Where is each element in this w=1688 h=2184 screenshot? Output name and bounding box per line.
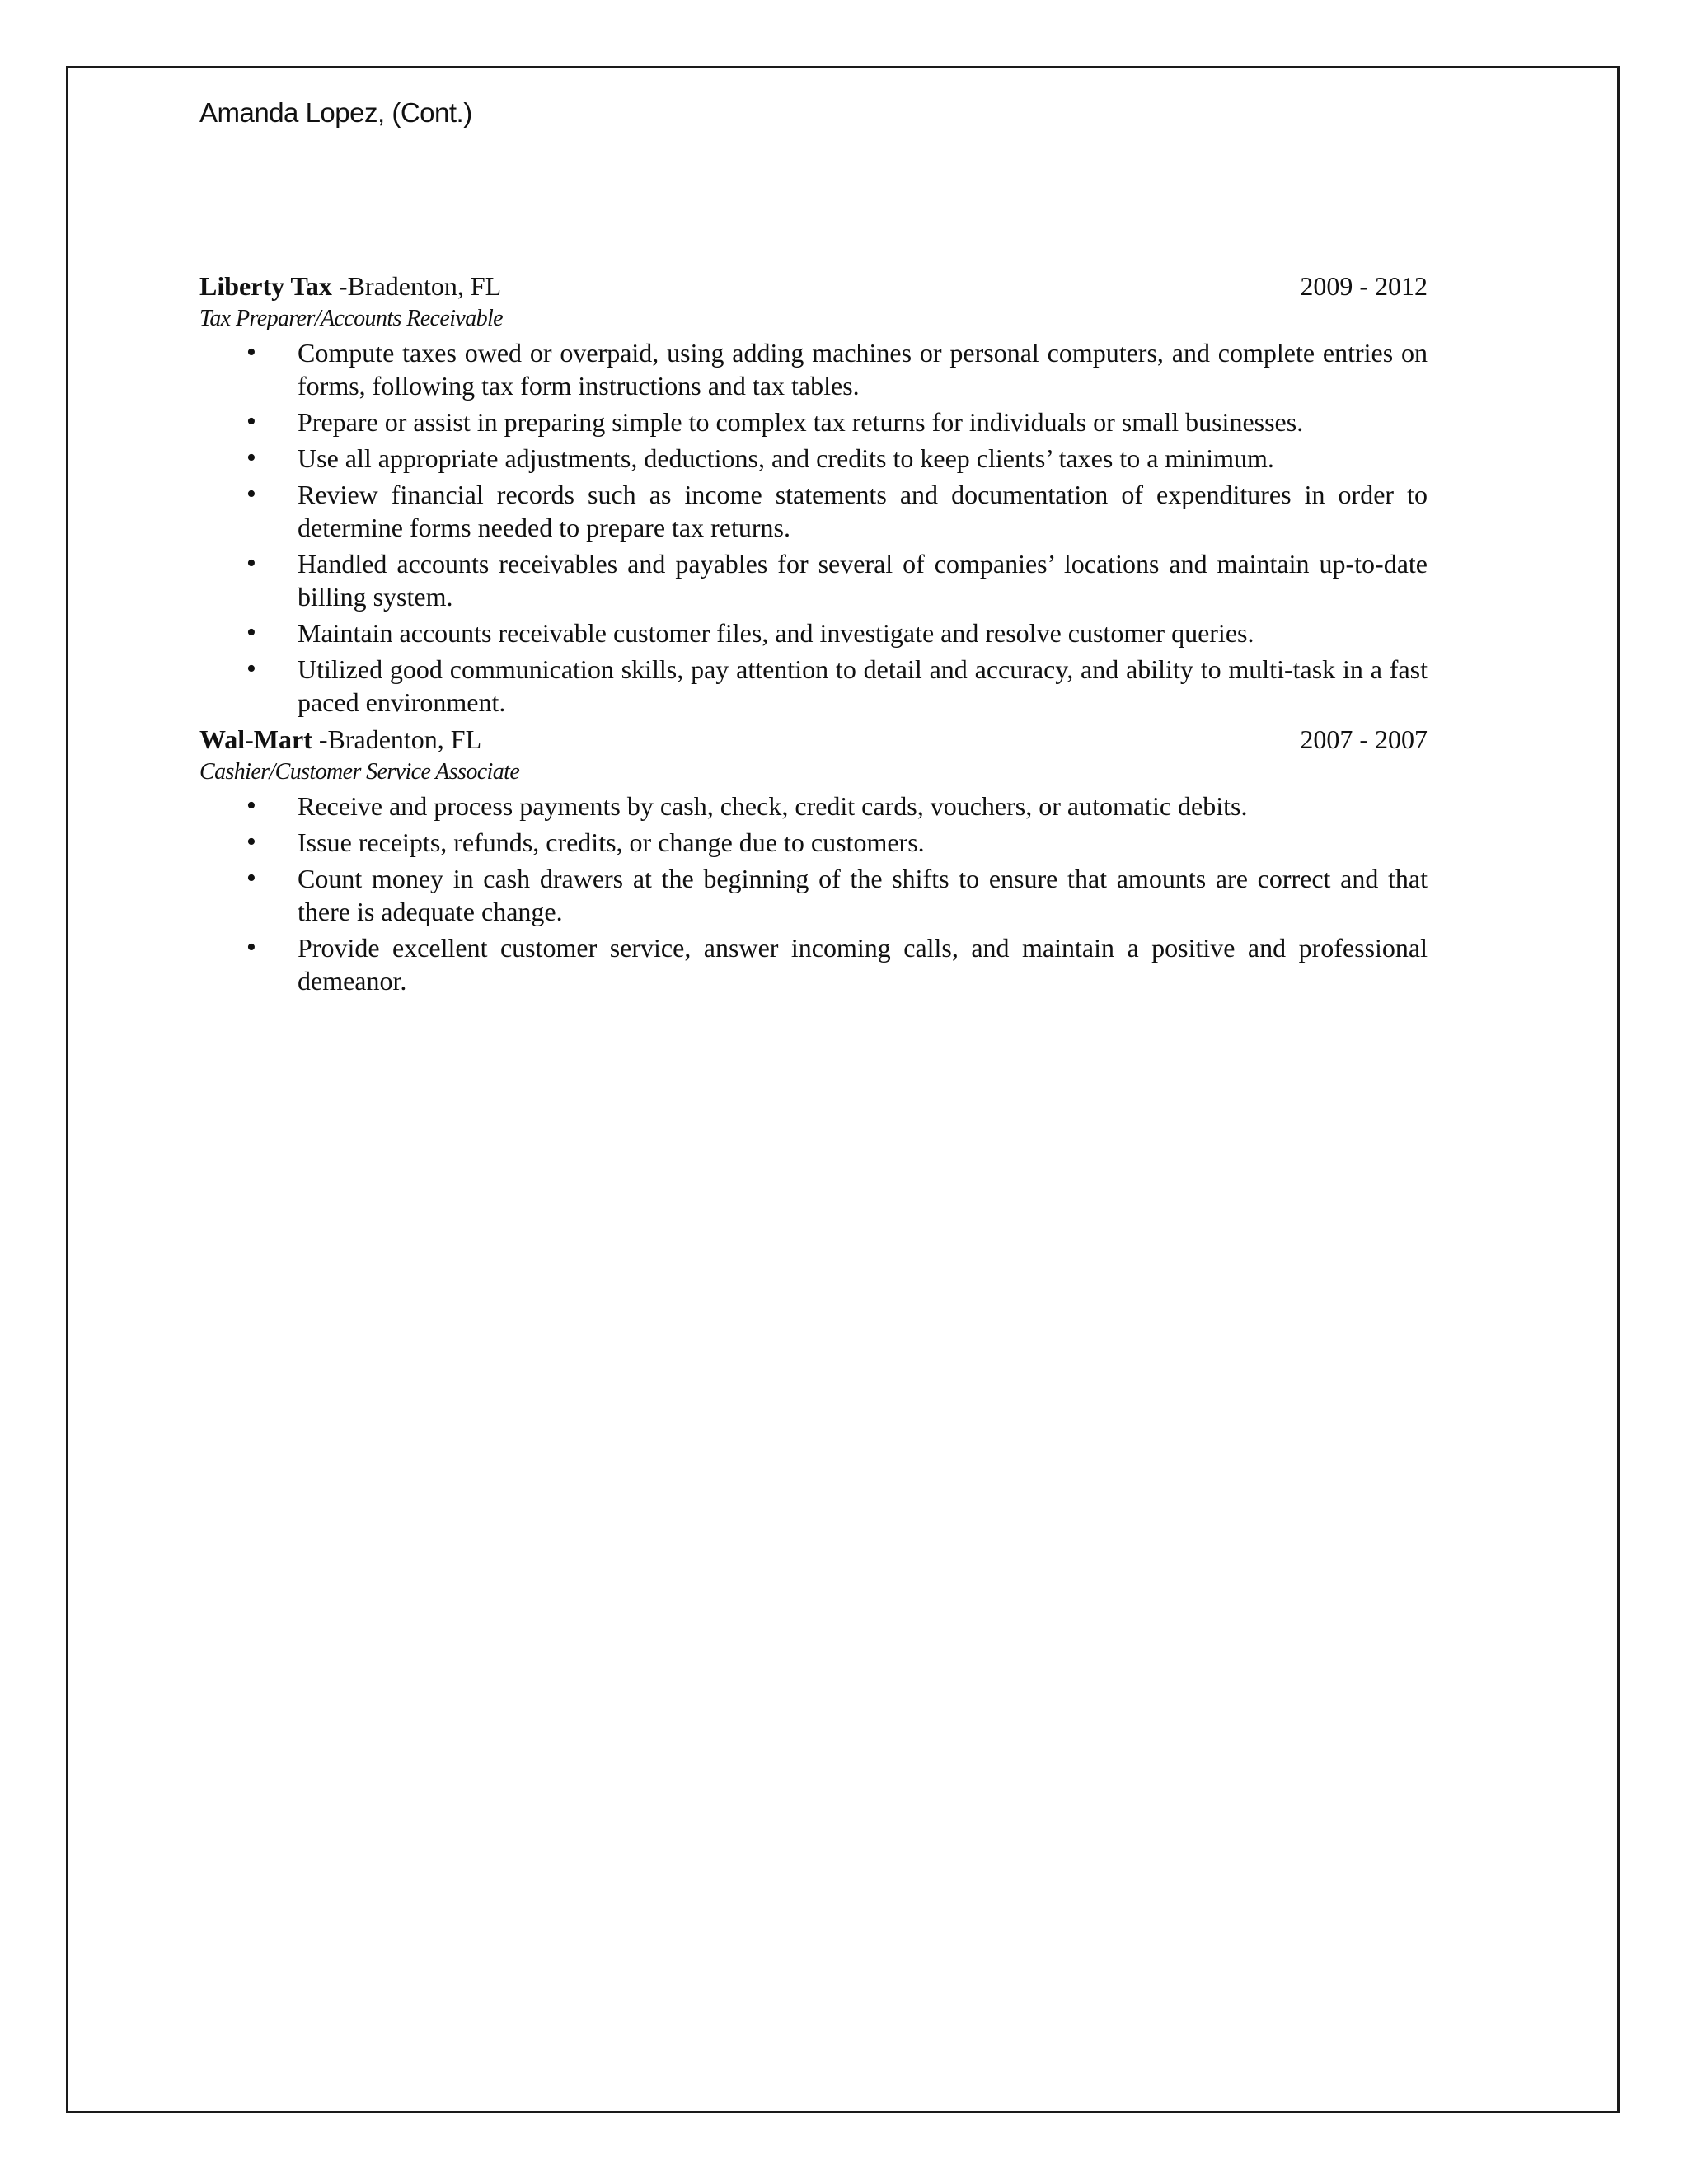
duty-text: Handled accounts receivables and payables for several of companies’ locations and maintain up-to-date billing system.: [298, 549, 1428, 612]
bullet-icon: •: [246, 790, 256, 821]
company-name: Wal-Mart: [199, 724, 312, 754]
duty-item: [246, 405, 1428, 438]
duties-list: [199, 336, 1428, 719]
bullet-icon: •: [246, 617, 256, 648]
duty-item: [246, 653, 1428, 719]
job-wal-mart: [199, 722, 1428, 997]
resume-content: [199, 269, 1428, 1001]
duty-item: [246, 790, 1428, 823]
employment-dates: 2007 - 2007: [1300, 724, 1428, 754]
duty-text: Compute taxes owed or overpaid, using adding machines or personal computers, and complete entries on forms, following tax form instructions and tax tables.: [298, 338, 1428, 401]
duty-text: Receive and process payments by cash, check, credit cards, vouchers, or automatic debits.: [298, 791, 1248, 821]
duty-item: [246, 826, 1428, 859]
duty-text: Maintain accounts receivable customer files, and investigate and resolve customer queries.: [298, 618, 1254, 648]
duty-text: Utilized good communication skills, pay attention to detail and accuracy, and ability to multi-task in a fast paced environment.: [298, 654, 1428, 717]
bullet-icon: •: [246, 406, 256, 437]
job-header: [199, 722, 1428, 757]
duty-text: Issue receipts, refunds, credits, or change due to customers.: [298, 827, 925, 857]
company-name: Liberty Tax: [199, 271, 332, 301]
duty-item: [246, 442, 1428, 475]
job-title: Cashier/Customer Service Associate: [199, 759, 520, 785]
duties-list: [199, 790, 1428, 997]
bullet-icon: •: [246, 654, 256, 684]
job-title: Tax Preparer/Accounts Receivable: [199, 306, 504, 331]
bullet-icon: •: [246, 479, 256, 509]
company-location: -Bradenton, FL: [331, 271, 502, 301]
duty-text: Use all appropriate adjustments, deductions, and credits to keep clients’ taxes to a minimum.: [298, 443, 1274, 473]
company-location: -Bradenton, FL: [312, 724, 482, 754]
running-header: Amanda Lopez, (Cont.): [199, 97, 472, 128]
job-liberty-tax: [199, 269, 1428, 719]
bullet-icon: •: [246, 443, 256, 473]
duty-text: Count money in cash drawers at the beginning of the shifts to ensure that amounts are correct and that there is adequate change.: [298, 864, 1428, 926]
duty-item: [246, 478, 1428, 544]
bullet-icon: •: [246, 548, 256, 579]
duty-item: [246, 931, 1428, 997]
duty-item: [246, 547, 1428, 613]
duty-item: [246, 862, 1428, 928]
duty-item: [246, 336, 1428, 402]
bullet-icon: •: [246, 932, 256, 963]
bullet-icon: •: [246, 863, 256, 893]
bullet-icon: •: [246, 337, 256, 368]
bullet-icon: •: [246, 827, 256, 857]
job-header: [199, 269, 1428, 303]
duty-text: Review financial records such as income statements and documentation of expenditures in order to determine forms needed to prepare tax returns.: [298, 480, 1428, 542]
duty-text: Prepare or assist in preparing simple to complex tax returns for individuals or small businesses.: [298, 407, 1304, 437]
duty-text: Provide excellent customer service, answer incoming calls, and maintain a positive and professional demeanor.: [298, 933, 1428, 996]
employment-dates: 2009 - 2012: [1300, 271, 1428, 301]
duty-item: [246, 616, 1428, 649]
